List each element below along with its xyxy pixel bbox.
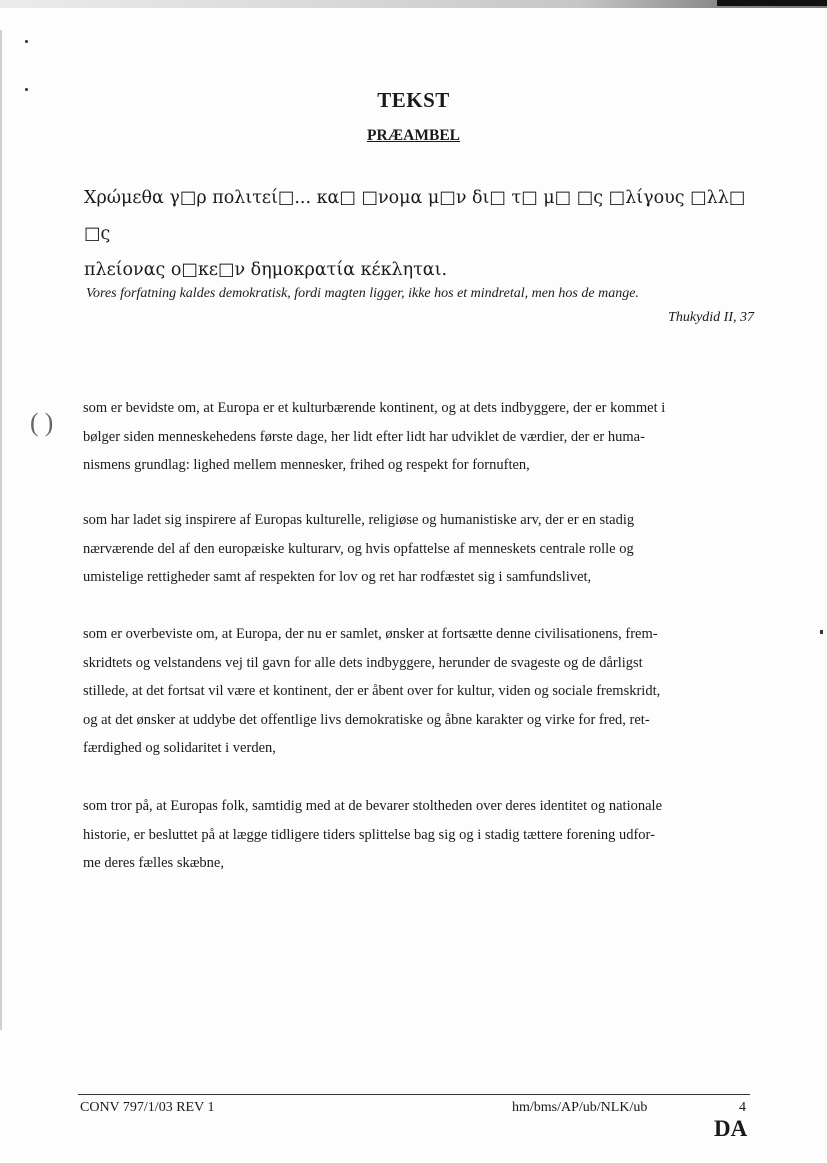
paragraph-line: som er overbeviste om, at Europa, der nu er samlet, ønsker at fortsætte denne civilisationens, frem- [83, 626, 658, 642]
paragraph-line: nismens grundlag: lighed mellem mennesker, frihed og respekt for fornuften, [83, 457, 530, 473]
paragraph-line: skridtets og velstandens vej til gavn for alle dets indbyggere, herunder de svageste og de dårligst [83, 654, 643, 671]
document-reference: CONV 797/1/03 REV 1 [80, 1100, 215, 1115]
preamble-paragraph [83, 506, 755, 592]
paragraph-line: som tror på, at Europas folk, samtidig med at de bevarer stoltheden over deres identitet og nationale [83, 798, 663, 814]
scan-mark [820, 630, 823, 634]
scan-top-edge-dark [717, 0, 827, 6]
epigraph-attribution: Thukydid II, 37 [668, 310, 754, 325]
paragraph-line: umistelige rettigheder samt af respekten for lov og ret har rodfæstet sig i samfundslivet, [83, 569, 592, 585]
preamble-paragraph [83, 792, 755, 878]
footer-divider [78, 1094, 750, 1095]
paragraph-line: nærværende del af den europæiske kulturarv, og hvis opfattelse af menneskets centrale rolle og [83, 540, 634, 557]
paragraph-line: som har ladet sig inspirere af Europas kulturelle, religiøse og humanistiske arv, der er en stadig [83, 512, 635, 528]
paragraph-line: stillede, at det fortsat vil være et kontinent, der er åbent over for kultur, viden og sociale fremskridt, [83, 683, 661, 699]
author-initials: hm/bms/AP/ub/NLK/ub [512, 1100, 648, 1115]
paragraph-line: og at det ønsker at uddybe det offentlige livs demokratiske og åbne karakter og virke for fred, ret- [83, 711, 650, 728]
binder-hole-mark: () [30, 408, 60, 437]
paragraph-line: bølger siden menneskehedens første dage, her lidt efter lidt har udviklet de værdier, der er huma- [83, 428, 645, 445]
greek-line: Χρώμεθα γ□ρ πολιτεί□... κα□ □νομα μ□ν δι□ τ□ μ□ □ς □λίγους □λλ□ □ς [84, 188, 746, 244]
preamble-paragraph [83, 620, 755, 763]
paragraph-line: som er bevidste om, at Europa er et kulturbærende kontinent, og at dets indbyggere, der er kommet i [83, 400, 666, 416]
paragraph-line: historie, er besluttet på at lægge tidligere tiders splittelse bag sig og i stadig tættere forening udfor- [83, 826, 655, 843]
page-number: 4 [739, 1100, 746, 1115]
language-code: DA [714, 1116, 748, 1141]
page-title: TEKST [377, 88, 450, 112]
scan-top-edge [0, 0, 827, 8]
scan-dot [25, 40, 28, 43]
greek-epigraph [84, 180, 754, 288]
section-heading: PRÆAMBEL [367, 127, 460, 144]
paragraph-line: færdighed og solidaritet i verden, [83, 740, 276, 756]
scan-left-edge [0, 30, 2, 1030]
preamble-paragraph [83, 394, 755, 480]
epigraph-translation: Vores forfatning kaldes demokratisk, fordi magten ligger, ikke hos et mindretal, men hos de mange. [86, 286, 639, 301]
greek-line: πλείονας ο□κε□ν δημοκρατία κέκληται. [84, 260, 448, 280]
paragraph-line: me deres fælles skæbne, [83, 855, 224, 871]
